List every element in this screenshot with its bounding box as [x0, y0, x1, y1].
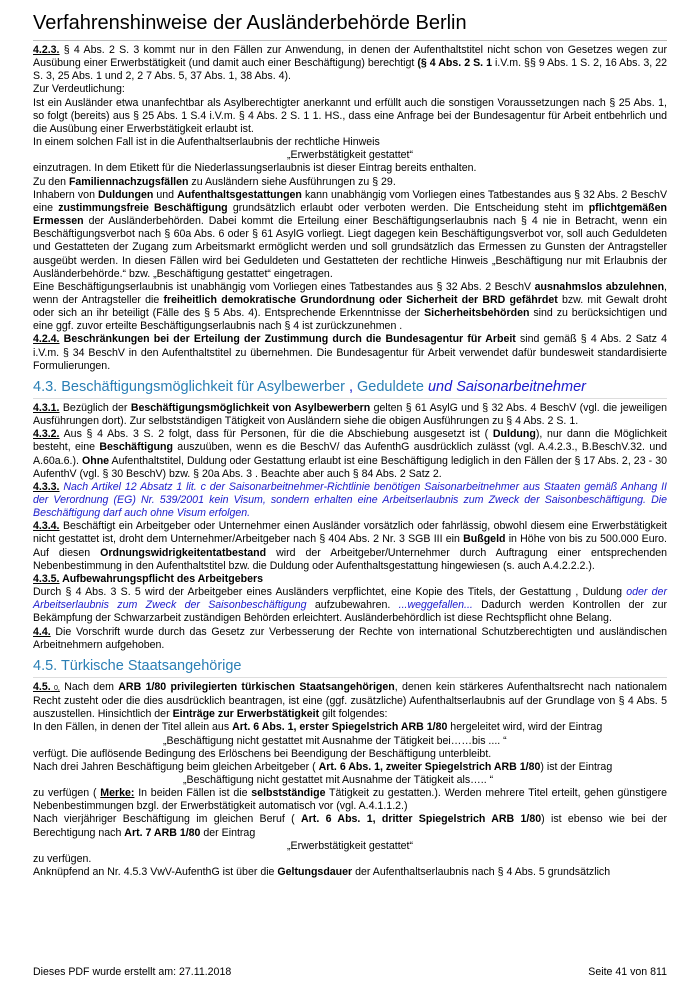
para-4-3-3: 4.3.3. Nach Artikel 12 Absatz 1 lit. c der Saisonarbeitnehmer-Richtlinie benötigen Saisonarbeitnehmer aus Staaten gemäß Anhang II der Verordnung (EG) Nr. 539/2001 kein Visum, sondern erhalten eine Arbeitserlaubnis zum Zweck der Saisonbeschäftigung. Die Beschäftigung darf auch ohne Visum erfolgen. [33, 480, 667, 520]
para-4-5: 4.5. 0, Nach dem ARB 1/80 privilegierten türkischen Staatsangehörigen, denen kein stärkeres Aufenthaltsrecht nach nationalem Recht zusteht oder die dies ausdrücklich beantragen, ist eine (ggf. zusätzliche) Aufenthaltserlaubnis auf der Grundlage von § 4 Abs. 5 auszustellen. Hinsichtlich der Einträge zur Erwerbstätigkeit gilt folgendes: [33, 680, 667, 721]
para-4-3-1: 4.3.1. Bezüglich der Beschäftigungsmöglichkeit von Asylbewerbern gelten § 61 AsylG und § 32 Abs. 4 BeschV (vgl. die jeweiligen Ausführungen dort). Zur selbstständigen Tätigkeit von Ausländern siehe die obigen Ausführungen zu § 4 Abs. 2 S. 1. [33, 401, 668, 428]
page-title: Verfahrenshinweise der Ausländerbehörde Berlin [33, 10, 667, 41]
quote: „Erwerbstätigkeit gestattet“ [287, 149, 413, 162]
para: Nach vierjähriger Beschäftigung im gleichen Beruf ( Art. 6 Abs. 1, dritter Spiegelstrich ARB 1/80) ist ebenso wie bei der Berechtigung nach Art. 7 ARB 1/80 der Eintrag [33, 813, 667, 839]
para: Zu den Familiennachzugsfällen zu Ausländern siehe Ausführungen zu § 29. [33, 175, 396, 188]
quote: „Erwerbstätigkeit gestattet“ [287, 839, 413, 852]
para: einzutragen. In dem Etikett für die Niederlassungserlaubnis ist dieser Eintrag bereits enthalten. [33, 162, 477, 175]
para-4-3-2: 4.3.2. Aus § 4 Abs. 3 S. 2 folgt, dass für Personen, für die die Abschiebung ausgesetzt ist ( Duldung), nur dann die Möglichkeit besteht, eine Beschäftigung auszuüben, wenn es die BeschV/ das AufenthG ausdrücklich zulässt (vgl. A.4.2.3., B.BeschV.32. und A.60a.6.). Ohne Aufenthaltstitel, Duldung oder Gestattung erlaubt ist eine Beschäftigung lediglich in den Fällen der § 17 Abs. 2, 23 - 30 AufenthV (vgl. § 30 BeschV) bzw. § 20a Abs. 3 . Beachte aber auch § 84 Abs. 2 Satz 2. [33, 428, 668, 480]
para: In den Fällen, in denen der Titel allein aus Art. 6 Abs. 1, erster Spiegelstrich ARB 1/80 hergeleitet wird, wird der Eintrag [33, 721, 603, 734]
quote: „Beschäftigung nicht gestattet mit Ausnahme der Tätigkeit als….. “ [183, 773, 494, 786]
section-heading-4-3: 4.3. Beschäftigungsmöglichkeit für Asylbewerber , Geduldete und Saisonarbeitnehmer [33, 378, 667, 399]
para: In einem solchen Fall ist in die Aufenthaltserlaubnis der rechtliche Hinweis [33, 136, 380, 149]
para: Eine Beschäftigungserlaubnis ist unabhängig vom Vorliegen eines Tatbestandes aus § 32 Abs. 2 BeschV ausnahmslos abzulehnen, wenn der Antragsteller die freiheitlich demokratische Grundordnung oder Sicherheit der BRD gefährdet bzw. mit Gewalt droht oder sich an ihr beteiligt (Fälle des § 5 Abs. 4). Entsprechende Erkenntnisse der Sicherheitsbehörden sind zu berücksichtigen und eine ggf. zuvor erteilte Beschäftigungserlaubnis nach § 4 ist zurückzunehmen . [33, 280, 667, 333]
para-4-4: 4.4. Die Vorschrift wurde durch das Gesetz zur Verbesserung der Rechte von international Schutzberechtigten und ausländischen Arbeitnehmern aufgehoben. [33, 625, 667, 651]
page-footer [33, 966, 667, 978]
created-date: Dieses PDF wurde erstellt am: 27.11.2018 [33, 966, 232, 978]
page-number: Seite 41 von 811 [588, 966, 667, 978]
para: Nach drei Jahren Beschäftigung beim gleichen Arbeitgeber ( Art. 6 Abs. 1, zweiter Spiegelstrich ARB 1/80) ist der Eintrag [33, 760, 613, 773]
para-4-3-5: Durch § 4 Abs. 3 S. 5 wird der Arbeitgeber eines Ausländers verpflichtet, eine Kopie des Titels, der Gestattung , Duldung oder der Arbeitserlaubnis zum Zweck der Saisonbeschäftigung aufzubewahren. ...weggefallen... Dadurch werden Kontrollen der zur Bekämpfung der Schwarzarbeit zuständigen Behörden erleichtert. Ausländerbehördlich ist diese Rechtspflicht ohne Belang. [33, 586, 667, 625]
para: Inhabern von Duldungen und Aufenthaltsgestattungen kann unabhängig vom Vorliegen eines Tatbestandes aus § 32 Abs. 2 BeschV eine zustimmungsfreie Beschäftigung grundsätzlich erlaubt oder verboten werden. Die Entscheidung steht im pflichtgemäßen Ermessen der Ausländerbehörden. Dabei kommt die Erteilung einer Beschäftigungserlaubnis nach § 4 nie in Betracht, wenn ein Beschäftigungsverbot nach § 60a Abs. 6 oder § 61 AsylG vorliegt. Liegt dagegen kein Beschäftigungsverbot vor, soll auch Geduldeten und Gestatteten der Zugang zum Arbeitsmarkt ermöglicht werden und soll grundsätzlich das Ermessen zu Gunsten der Antragsteller ausgeübt werden. In diesen Fällen wird bei Geduldeten und Gestatteten der rechtliche Hinweis „Beschäftigung nur mit Erlaubnis der Ausländerbehörde.“ bzw. „Beschäftigung gestattet“ eingetragen. [33, 188, 668, 280]
para-4-3-5-heading: 4.3.5. Aufbewahrungspflicht des Arbeitgebers [33, 572, 263, 585]
section-heading-4-5: 4.5. Türkische Staatsangehörige [33, 657, 667, 678]
para: Anknüpfend an Nr. 4.5.3 VwV-AufenthG ist über die Geltungsdauer der Aufenthaltserlaubnis nach § 4 Abs. 5 grundsätzlich [33, 866, 611, 879]
quote: „Beschäftigung nicht gestattet mit Ausnahme der Tätigkeit bei……bis .... “ [163, 734, 507, 747]
document-body [33, 44, 667, 879]
para: verfügt. Die auflösende Bedingung des Erlöschens bei Beendigung der Beschäftigung unterbleibt. [33, 747, 492, 760]
para: Zur Verdeutlichung: [33, 83, 125, 96]
para-4-3-4: 4.3.4. Beschäftigt ein Arbeitgeber oder Unternehmer einen Ausländer vorsätzlich oder fahrlässig, obwohl diesem eine Erwerbstätigkeit nicht gestattet ist, droht dem Unternehmer/Arbeitgeber nach § 404 Abs. 2 Nr. 3 SGB III ein Bußgeld in Höhe von bis zu 500.000 Euro. Auf diesen Ordnungswidrigkeitentatbestand wird der Arbeitgeber/Unternehmer durch Auftragung einer entsprechenden Nebenbestimmung in den Aufenthaltstitel bzw. die Duldung oder Aufenthaltsgestattung hingewiesen (s. auch A.4.2.2.2.). [33, 520, 667, 572]
para: zu verfügen ( Merke: In beiden Fällen ist die selbstständige Tätigkeit zu gestatten.). Werden mehrere Titel erteilt, gehen günstigere Nebenbestimmungen bzgl. der Erwerbstätigkeit automatisch vor (vgl. A.4.1.1.2.) [33, 787, 667, 813]
para: zu verfügen. [33, 852, 92, 865]
para: Ist ein Ausländer etwa unanfechtbar als Asylberechtigter anerkannt und erfüllt auch die sonstigen Voraussetzungen nach § 25 Abs. 1, so folgt (bereits) aus § 25 Abs. 1 S.4 i.V.m. § 4 Abs. 2 S. 1 1. HS., dass eine Anfrage bei der Bundesagentur für Arbeit entbehrlich und die Ausübung einer Erwerbstätigkeit erlaubt ist. [33, 96, 667, 135]
para-4-2-4: 4.2.4. Beschränkungen bei der Erteilung der Zustimmung durch die Bundesagentur für Arbeit sind gemäß § 4 Abs. 2 Satz 4 i.V.m. § 34 BeschV in den Aufenthaltstitel zu übernehmen. Die Bundesagentur für Arbeit verwendet dafür bundesweit standardisierte Formulierungen. [33, 333, 667, 372]
para-4-2-3: 4.2.3. § 4 Abs. 2 S. 3 kommt nur in den Fällen zur Anwendung, in denen der Aufenthaltstitel nicht schon von Gesetzes wegen zur Ausübung einer Erwerbstätigkeit (und damit auch einer Beschäftigung) berechtigt (§ 4 Abs. 2 S. 1 i.V.m. §§ 9 Abs. 1 S. 2, 16 Abs. 3, 22 S. 3, 25 Abs. 1 und 2, 2 7 Abs. 5, 37 Abs. 1, 38 Abs. 4). [33, 44, 667, 83]
